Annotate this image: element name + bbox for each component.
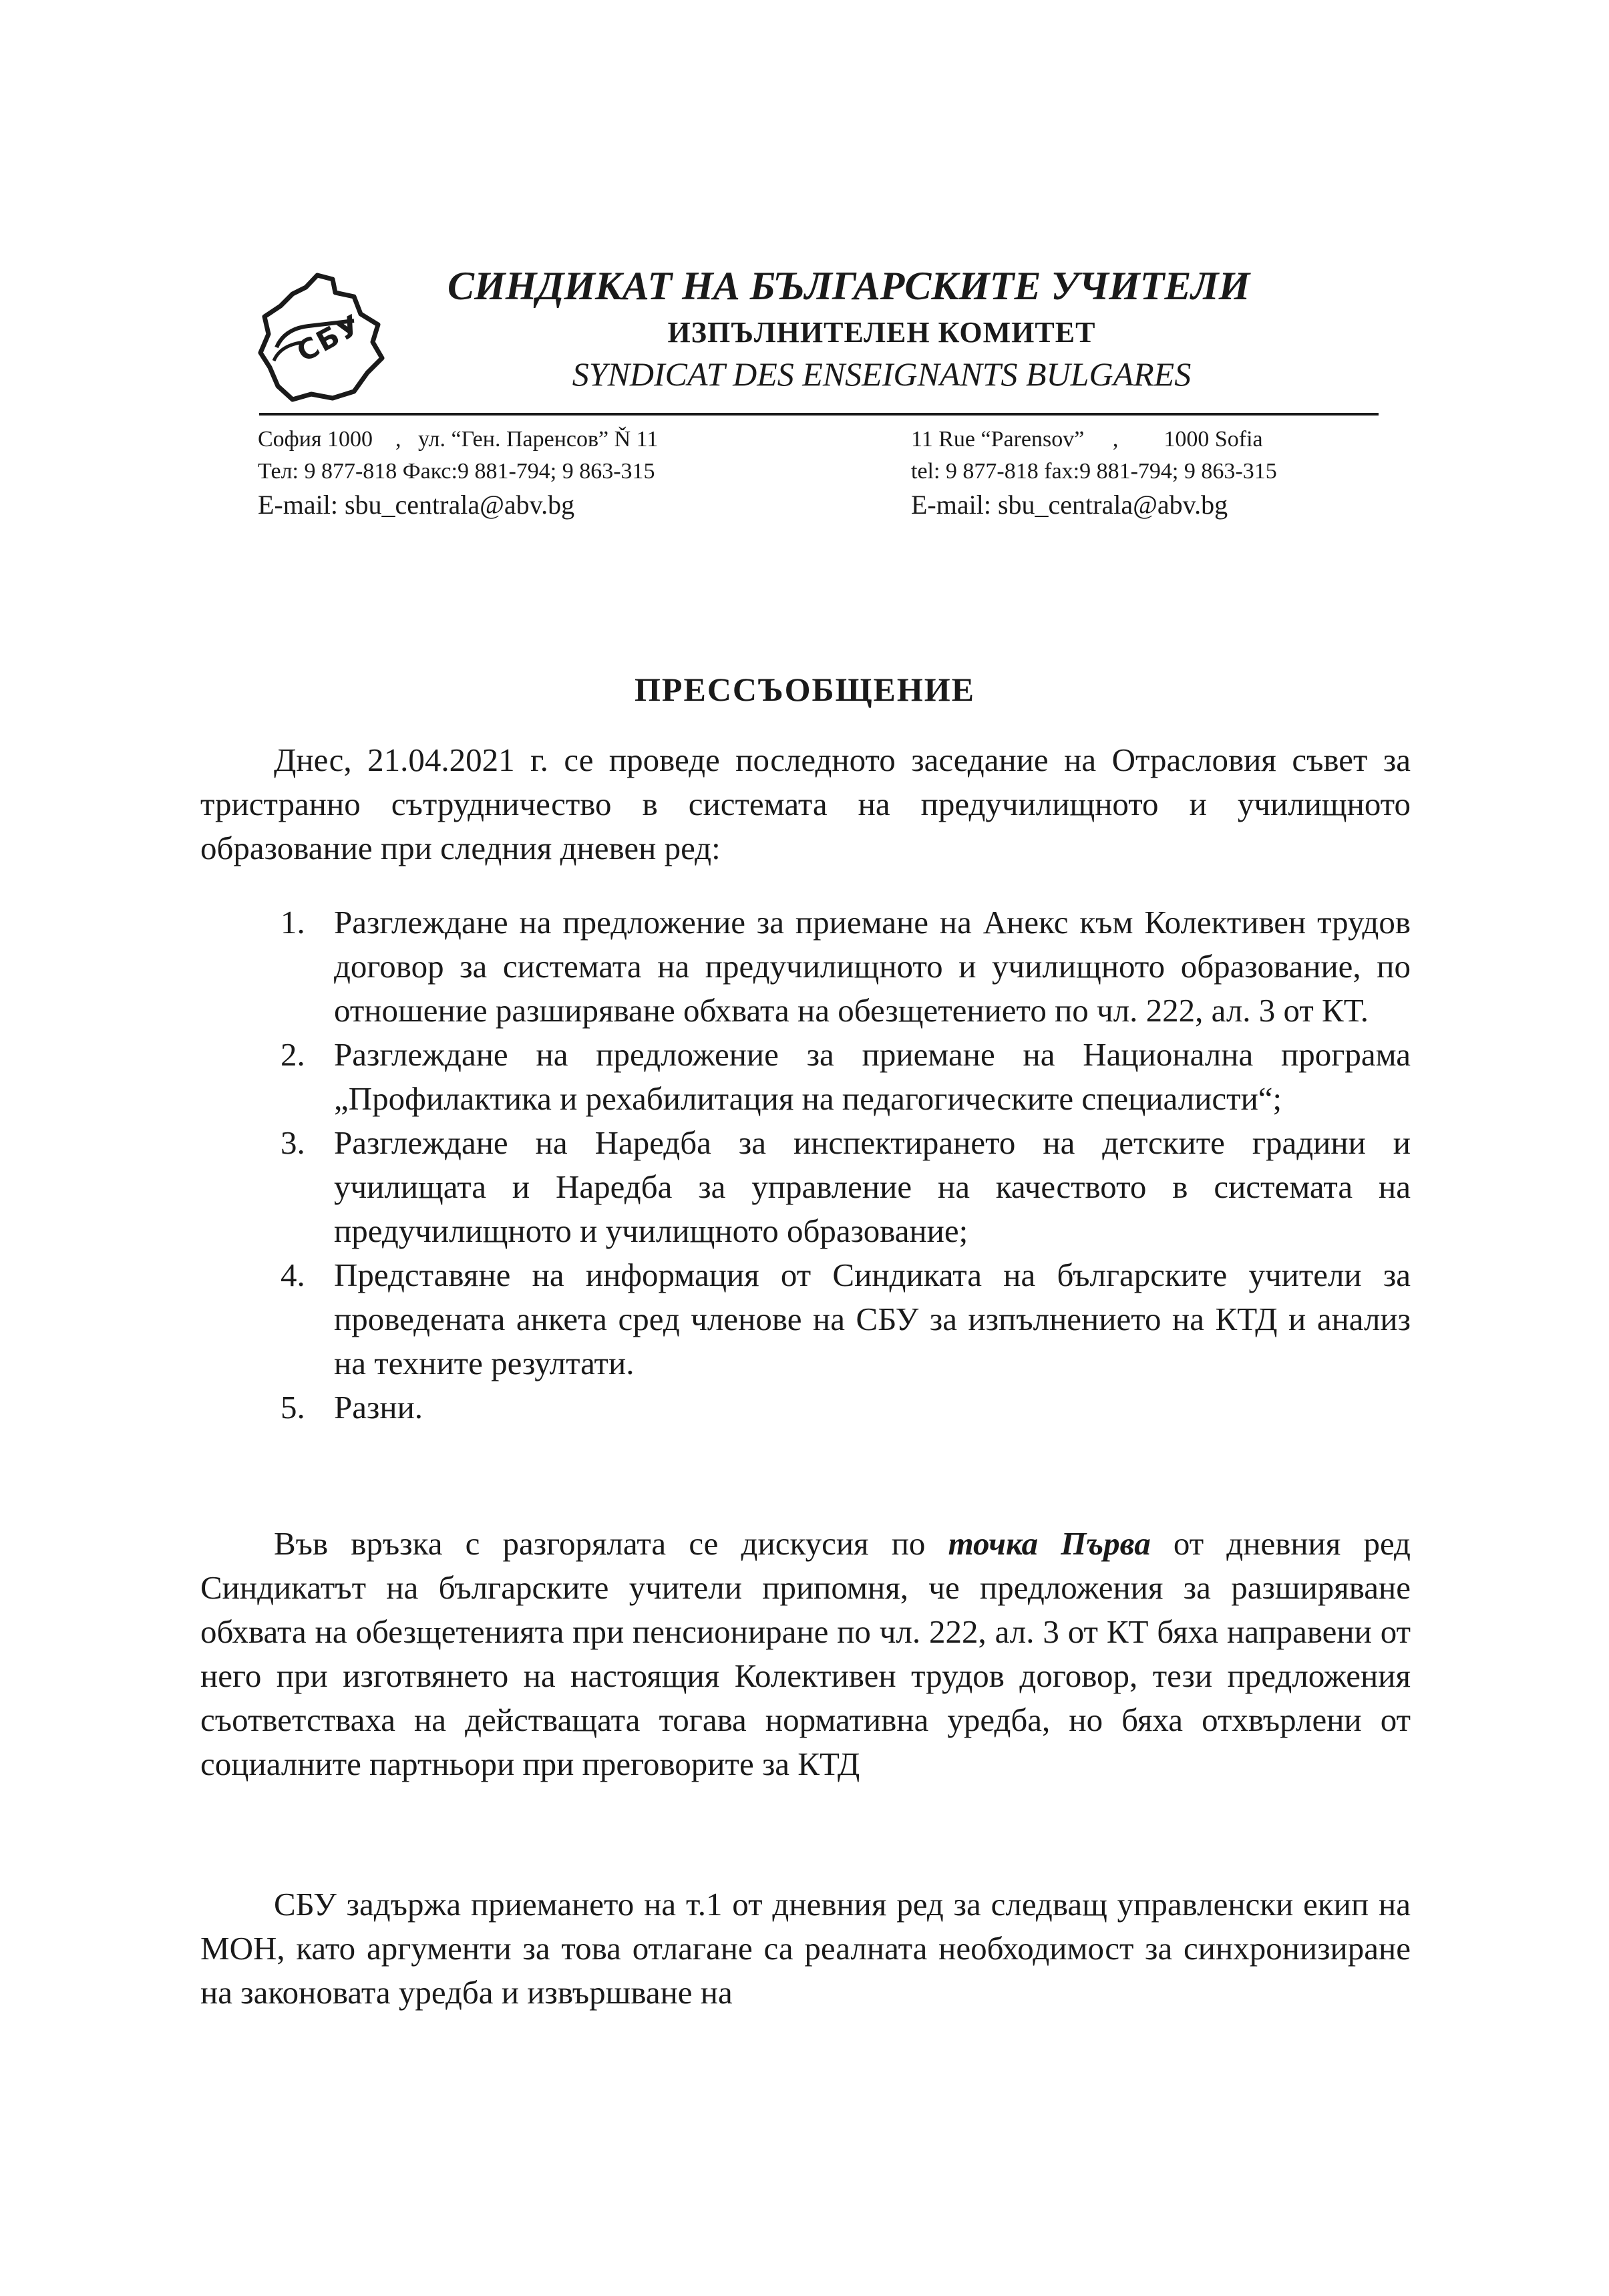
agenda-number: 2. [281,1036,305,1073]
committee-name: ИЗПЪЛНИТЕЛЕН КОМИТЕТ [667,316,1096,349]
agenda-text: Разглеждане на Наредба за инспектирането на детските градини и училищата и Наредба за управление на качеството в системата на предучилищното и училищното образование; [334,1124,1411,1249]
intro-paragraph: Днес, 21.04.2021 г. се проведе последното заседание на Отрасловия съвет за тристранно сътрудничество в системата на предучилищното и училищното образование при следния дневен ред: [200,742,1411,866]
union-name: СИНДИКАТ НА БЪЛГАРСКИТЕ УЧИТЕЛИ [448,264,1250,308]
union-name-french: SYNDICAT DES ENSEIGNANTS BULGARES [572,355,1192,393]
decision-paragraph: СБУ задържа приемането на т.1 от дневния ред за следващ управленски екип на МОН, като аргументи за това отлагане са реалната необходимост за синхронизиране на законовата уредба и извършване на [200,1886,1411,2011]
agenda-item [281,1121,1411,1253]
document-title: ПРЕССЪОБЩЕНИЕ [635,671,975,708]
logo-text: СБУ [291,307,367,369]
agenda-number: 5. [281,1389,305,1426]
agenda-text: Разглеждане на предложение за приемане на Национална програма „Профилактика и рехабилитация на педагогическите специалисти“; [334,1036,1411,1117]
agenda-list [281,900,1411,1430]
address-line: София 1000 , ул. “Ген. Паренсов” Ň 11 [258,427,659,452]
address-bulgarian [258,424,806,522]
union-logo [254,267,387,414]
agenda-number: 3. [281,1124,305,1161]
agenda-item [281,900,1411,1033]
emphasis-text: точка Първа [948,1525,1151,1562]
agenda-text: Разглеждане на предложение за приемане на Анекс към Колективен трудов договор за системата на предучилищното и училищното образование, по отношение разширяване обхвата на обезщетението по чл. 222, ал. 3 от КТ. [334,904,1411,1029]
agenda-text: Разни. [334,1389,423,1426]
agenda-item [281,1253,1411,1385]
address-line: 11 Rue “Parensov” , 1000 Sofia [911,427,1263,452]
address-french [911,424,1392,522]
phone-line: Тел: 9 877-818 Факс:9 881-794; 9 863-315 [258,459,655,484]
agenda-number: 4. [281,1257,305,1293]
paragraph-text: от дневния ред Синдикатът на българските учители припомня, че предложения за разширяване обхвата на обезщетенията при пенсиониране по чл. 222, ал. 3 от КТ бяха направени от него при изготвянето на настоящия Колективен трудов договор, тези предложения съответстваха на действащата тогава нормативна уредба, но бяха отхвърлени от социалните партньори при преговорите за КТД [200,1525,1411,1782]
email-line: E-mail: sbu_centrala@abv.bg [911,490,1228,520]
phone-line: tel: 9 877-818 fax:9 881-794; 9 863-315 [911,459,1277,484]
email-line: E-mail: sbu_centrala@abv.bg [258,490,575,520]
paragraph-text: Във връзка с разгорялата се дискусия по [274,1525,948,1562]
agenda-item [281,1033,1411,1121]
agenda-number: 1. [281,904,305,941]
agenda-item [281,1385,1411,1430]
discussion-paragraph [200,1522,1411,1786]
letterhead-divider [259,413,1379,416]
agenda-text: Представяне на информация от Синдиката на българските учители за проведената анкета сред членове на СБУ за изпълнението на КТД и анализ на техните резултати. [334,1257,1411,1381]
